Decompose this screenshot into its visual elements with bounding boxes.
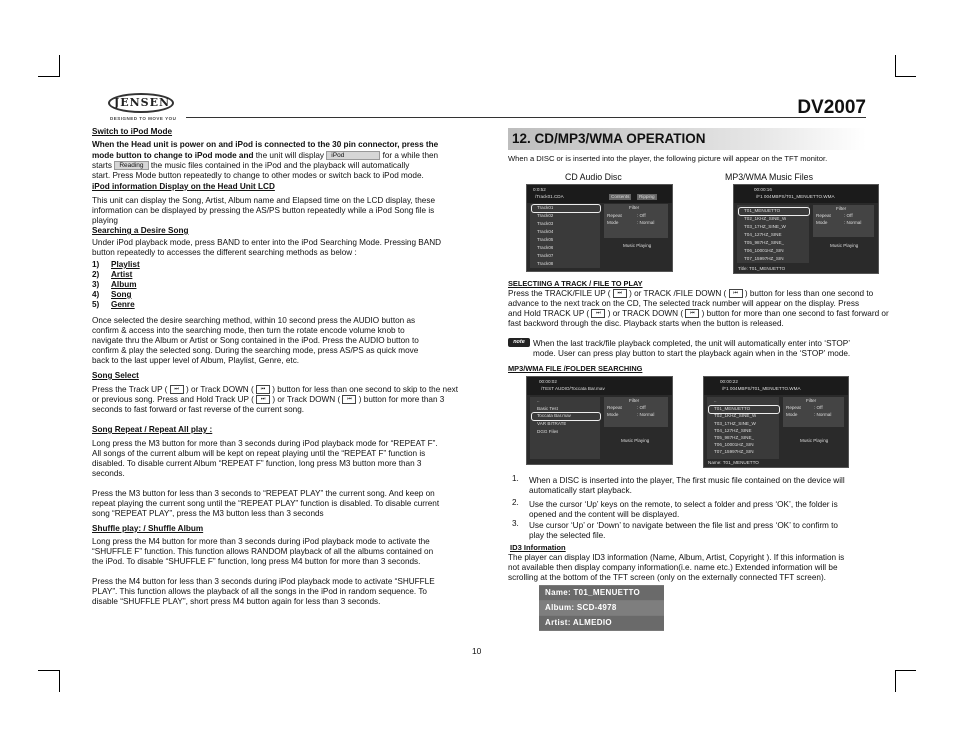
mp3-repeat-value: : Off — [844, 213, 853, 218]
file-item[interactable]: T03_17HZ_SINE_W — [714, 421, 756, 426]
info-text-2: information can be displayed by pressing the AS/PS button repeatedly while a iPod Song file is — [92, 206, 435, 215]
crop-mark-bl-v — [59, 670, 60, 692]
file-item[interactable]: T01_MENUETTO — [744, 208, 781, 213]
file-item[interactable]: T02_1KHZ_SINE_W — [714, 413, 757, 418]
note-text-2: mode. User can press play button to start the playback again when in the ‘STOP’ mode. — [533, 349, 851, 358]
search-heading: Searching a Desire Song — [92, 226, 189, 235]
step-3-line-1: Use cursor ‘Up’ or ‘Down’ to navigate between the file list and press ‘OK’ to confirm to — [529, 521, 838, 530]
cd-repeat-label: Repeat — [607, 213, 622, 218]
step-2-line-2: opened and the content will be displayed. — [529, 510, 680, 519]
shuffle-heading: Shuffle play: / Shuffle Album — [92, 524, 204, 533]
switch-text-3-a: starts — [92, 161, 113, 170]
switch-text-2-bold: mode button to change to iPod mode and — [92, 151, 254, 160]
id3-name: Name: T01_MENUETTO — [539, 586, 664, 600]
file-item[interactable]: T04_127HZ_SINE — [714, 428, 752, 433]
step-number: 1. — [512, 474, 519, 483]
folder2-repeat-value: : Off — [814, 405, 823, 410]
file-item[interactable]: T01_MENUETTO — [714, 406, 751, 411]
ss-text: Press the Track UP ( — [92, 385, 168, 394]
once-text-2: confirm & access into the searching mode, then turn the rotate encode volume knob to — [92, 326, 405, 335]
mp3-mode-value: : Normal — [844, 220, 862, 225]
crop-mark-tl-h — [38, 76, 59, 77]
repeat-text-3: disabled. To disable current Album “REPEAT F” function, long press M3 button more than 3 — [92, 459, 422, 468]
method-artist: Artist — [111, 270, 133, 279]
page-number: 10 — [472, 646, 482, 656]
sel-text: ) or TRACK DOWN ( — [607, 309, 684, 318]
select-text-2: advance to the next track on the CD, The selected track number will appear on the display. Press — [508, 299, 860, 308]
ss-text: ) button for more than 3 — [358, 395, 445, 404]
repeat-text-7: song “REPEAT PLAY”, press the M3 button less than 3 seconds — [92, 509, 324, 518]
song-select-text-1 — [92, 385, 458, 395]
crop-mark-tl-v — [59, 55, 60, 77]
song-select-text-3: seconds to fast forward or fast reverse of the current song. — [92, 405, 305, 414]
track-item[interactable]: Track07 — [537, 253, 554, 258]
shuffle-text-2: “SHUFFLE F” function. This function allows RANDOM playback of all the albums contained on — [92, 547, 434, 556]
cd-repeat-value: : Off — [637, 213, 646, 218]
reading-display-box: Reading — [114, 161, 148, 170]
switch-heading: Switch to iPod Mode — [92, 127, 173, 136]
once-text-4: confirm & play the selected song. During the searching mode, press AS/PS as quick move — [92, 346, 419, 355]
search-text-1: Under iPod playback mode, press BAND to enter into the iPod Searching Mode. Pressing BAND — [92, 238, 442, 247]
crop-mark-br-v — [895, 670, 896, 692]
repeat-heading: Song Repeat / Repeat All play : — [92, 425, 213, 434]
once-text-3: navigate thru the Album or Artist or Song contained in the iPod. Press the AUDIO button to — [92, 336, 419, 345]
select-text-3 — [508, 309, 889, 319]
folder-item[interactable]: Basic Test — [537, 406, 558, 411]
track-item[interactable]: Track08 — [537, 261, 554, 266]
step-number: 3. — [512, 519, 519, 528]
folder2-mode-label: Mode — [786, 412, 798, 417]
mp3-screen — [733, 184, 879, 274]
info-text-3: playing — [92, 216, 118, 225]
song-select-heading: Song Select — [92, 371, 139, 380]
track-down-icon: ⏮ — [342, 395, 356, 404]
folder2-filter-label: Filter — [806, 398, 817, 403]
info-text-1: This unit can display the Song, Artist, Album name and Elapsed time on the LCD display, these — [92, 196, 436, 205]
folder2-status: Music Playing — [800, 438, 829, 443]
mp3-mode-label: Mode — [816, 220, 828, 225]
ss-text: ) button for less than one second to skip to the next — [272, 385, 458, 394]
repeat-text-6: repeat playing the current song until the “REPEAT PLAY” function is disabled. To disable current — [92, 499, 440, 508]
track-up-icon: ⏭ — [613, 289, 627, 298]
method-num: 2) — [92, 270, 100, 279]
folder1-status: Music Playing — [621, 438, 650, 443]
method-num: 4) — [92, 290, 100, 299]
file-item[interactable]: T07_15997HZ_SIN — [744, 256, 784, 261]
switch-text-4: start. Press Mode button repeatedly to change to other modes or switch back to iPod mode. — [92, 171, 424, 180]
mp3-status: Music Playing — [830, 243, 859, 248]
crop-mark-bl-h — [38, 670, 59, 671]
note-text-1: When the last track/file playback completed, the unit will automatically enter into ‘STOP’ — [533, 339, 851, 348]
method-song: Song — [111, 290, 132, 299]
method-num: 5) — [92, 300, 100, 309]
file-item[interactable]: T07_15997HZ_SIN — [714, 449, 754, 454]
repeat-text-2: All songs of the current album will be kept on repeat playing until the “REPEAT F” function is — [92, 449, 426, 458]
crop-mark-tr-v — [895, 55, 896, 77]
select-heading: SELECTIING A TRACK / FILE TO PLAY — [508, 279, 643, 288]
method-album: Album — [111, 280, 137, 289]
folder-screen-1 — [526, 376, 673, 465]
track-item[interactable]: Track01 — [537, 205, 554, 210]
track-item[interactable]: Track04 — [537, 229, 554, 234]
cd-contents-button[interactable]: Contents — [611, 194, 630, 199]
ss-text: ) or Track DOWN ( — [272, 395, 341, 404]
file-item[interactable]: T02_1KHZ_SINE_W — [744, 216, 787, 221]
repeat-text-4: seconds. — [92, 469, 125, 478]
sel-text: Press the TRACK/FILE UP ( — [508, 289, 611, 298]
track-up-icon: ⏭ — [256, 395, 270, 404]
repeat-text-5: Press the M3 button for less than 3 seconds to “REPEAT PLAY” the current song. And keep on — [92, 489, 435, 498]
cd-title: /Track01.CDA — [535, 194, 564, 199]
cd-status: Music Playing — [623, 243, 652, 248]
folder-screen-2 — [703, 376, 849, 468]
track-item[interactable]: Track03 — [537, 221, 554, 226]
sel-text: and Hold TRACK UP ( — [508, 309, 590, 318]
step-1-line-2: automatically start playback. — [529, 486, 632, 495]
mp3-repeat-label: Repeat — [816, 213, 831, 218]
folder2-footer: Name: T01_MENUETTO — [708, 460, 759, 465]
track-down-icon: ⏮ — [729, 289, 743, 298]
id3-album: Album: SCD-4978 — [539, 601, 664, 615]
file-item[interactable]: T05_987HZ_SINE_ — [744, 240, 785, 245]
method-num: 1) — [92, 260, 100, 269]
cd-ripping-button[interactable]: Ripping — [639, 194, 655, 199]
mp3-title: /F1 004MBPS/T01_MENUETTO.WMA — [756, 194, 835, 199]
sel-text: ) or TRACK /FILE DOWN ( — [629, 289, 727, 298]
sel-text: ) button for less than one second to — [744, 289, 874, 298]
select-text-1 — [508, 289, 873, 299]
folder1-filter-label: Filter — [629, 398, 640, 403]
ipod-display-box: iPod — [326, 151, 380, 160]
folder-item[interactable]: VAR BITRATE — [537, 421, 567, 426]
cd-mode-label: Mode — [607, 220, 619, 225]
sel-text: ) button for more than one second to fast forward or — [701, 309, 889, 318]
brand-name: JENSEN — [113, 96, 171, 109]
folder-heading: MP3/WMA FILE /FOLDER SEARCHING — [508, 364, 643, 373]
header-rule — [186, 117, 866, 118]
search-text-2: button repeatedly to accesses the different searching methods as below : — [92, 248, 357, 257]
method-num: 3) — [92, 280, 100, 289]
step-number: 2. — [512, 498, 519, 507]
folder1-title: /TEST AUDIO/Toccata Bar.mav — [541, 386, 605, 391]
method-playlist: Playlist — [111, 260, 140, 269]
folder2-title: /F1 004MBPS/T01_MENUETTO.WMA — [722, 386, 801, 391]
switch-text-3 — [92, 161, 409, 171]
id3-display-image — [539, 585, 664, 631]
switch-text-2-end: for a while then — [382, 151, 439, 160]
file-item[interactable]: T04_127HZ_SINE — [744, 232, 782, 237]
folder1-repeat-value: : Off — [637, 405, 646, 410]
model-number: DV2007 — [797, 97, 866, 118]
step-3-line-2: play the selected file. — [529, 531, 606, 540]
id3-text-3: scrolling at the bottom of the TFT screen (only on the externally connected TFT screen). — [508, 573, 826, 582]
repeat-text-1: Long press the M3 button for more than 3 seconds during iPod playback mode for “REPEAT F”. — [92, 439, 438, 448]
shuffle-text-1: Long press the M4 button for more than 3 seconds during iPod playback mode to activate the — [92, 537, 430, 546]
folder1-time: 00:00:02 — [539, 379, 557, 384]
file-item[interactable]: T06_10001HZ_SIN — [714, 442, 754, 447]
crop-mark-tr-h — [896, 76, 916, 77]
brand-tagline: DESIGNED TO MOVE YOU — [110, 116, 177, 121]
once-text-5: back to the last upper level of Album, Playlist, Genre, etc. — [92, 356, 300, 365]
switch-text-1: When the Head unit is power on and iPod is connected to the 30 pin connector, press the — [92, 140, 439, 149]
mp3-footer: Title: T01_MENUETTO — [738, 266, 786, 271]
cd-caption: CD Audio Disc — [565, 172, 622, 182]
folder2-time: 00:00:22 — [720, 379, 738, 384]
method-genre: Genre — [111, 300, 135, 309]
shuffle-text-5: PLAY”. This function allows the playback of all the songs in the iPod in random sequence. To — [92, 587, 427, 596]
file-item[interactable]: .. — [714, 398, 717, 403]
cd-time: 0:0:52 — [533, 187, 546, 192]
once-text-1: Once selected the desire searching method, within 10 second press the AUDIO button as — [92, 316, 416, 325]
shuffle-text-6: disable “SHUFFLE PLAY”, short press M4 button again for less than 3 seconds. — [92, 597, 381, 606]
folder-item[interactable]: .. — [537, 398, 540, 403]
track-down-icon: ⏮ — [256, 385, 270, 394]
ss-text: ) or Track DOWN ( — [185, 385, 254, 394]
folder2-repeat-label: Repeat — [786, 405, 801, 410]
cd-mode-value: : Normal — [637, 220, 655, 225]
file-item[interactable]: T03_17HZ_SINE_W — [744, 224, 786, 229]
song-select-text-2 — [92, 395, 444, 405]
info-heading: iPod information Display on the Head Unit LCD — [92, 182, 275, 191]
note-icon: note — [508, 338, 530, 347]
folder2-mode-value: : Normal — [814, 412, 832, 417]
step-1-line-1: When a DISC is inserted into the player, The first music file contained on the device will — [529, 476, 845, 485]
id3-text-2: not available then display company information(i.e. name etc.) Extended information will be — [508, 563, 838, 572]
folder-item[interactable]: Toccata Bar.mav — [537, 413, 571, 418]
track-item[interactable]: Track02 — [537, 213, 554, 218]
crop-mark-br-h — [896, 670, 916, 671]
switch-text-2 — [92, 151, 438, 161]
mp3-filter-label: Filter — [836, 206, 847, 211]
cd-filter-label: Filter — [629, 205, 640, 210]
id3-text-1: The player can display ID3 information (Name, Album, Artist, Copyright ). If this information is — [508, 553, 845, 562]
id3-heading: ID3 Information — [510, 543, 566, 552]
track-up-icon: ⏭ — [170, 385, 184, 394]
switch-text-2-rest: the unit will display — [255, 151, 325, 160]
folder1-mode-value: : Normal — [637, 412, 655, 417]
intro-text: When a DISC or is inserted into the player, the following picture will appear on the TFT monitor. — [508, 154, 828, 163]
shuffle-text-4: Press the M4 button for less than 3 seconds during iPod playback mode to activate “SHUFFLE — [92, 577, 435, 586]
track-up-icon: ⏭ — [591, 309, 605, 318]
id3-artist: Artist: ALMEDIO — [539, 616, 664, 630]
folder-item[interactable]: DGG Files — [537, 429, 559, 434]
shuffle-text-3: the iPod. To disable “SHUFFLE F” function, long press M4 button for more than 3 seconds. — [92, 557, 421, 566]
track-item[interactable]: Track06 — [537, 245, 554, 250]
select-text-4: fast backword through the disc. Playback starts when the button is released. — [508, 319, 784, 328]
step-2-line-1: Use the cursor ‘Up’ keys on the remote, to select a folder and press ‘OK’, the folder is — [529, 500, 838, 509]
switch-text-3-b: the music files contained in the iPod and the playback will automatically — [150, 161, 410, 170]
cd-screen — [526, 184, 673, 272]
ss-text: or previous song. Press and Hold Track UP ( — [92, 395, 254, 404]
folder1-mode-label: Mode — [607, 412, 619, 417]
mp3-caption: MP3/WMA Music Files — [725, 172, 813, 182]
folder1-repeat-label: Repeat — [607, 405, 622, 410]
track-item[interactable]: Track05 — [537, 237, 554, 242]
track-down-icon: ⏮ — [685, 309, 699, 318]
file-item[interactable]: T05_987HZ_SINE_ — [714, 435, 755, 440]
mp3-time: 00:00:16 — [754, 187, 772, 192]
file-item[interactable]: T06_10001HZ_SIN — [744, 248, 784, 253]
section-title: 12. CD/MP3/WMA OPERATION — [512, 131, 706, 146]
